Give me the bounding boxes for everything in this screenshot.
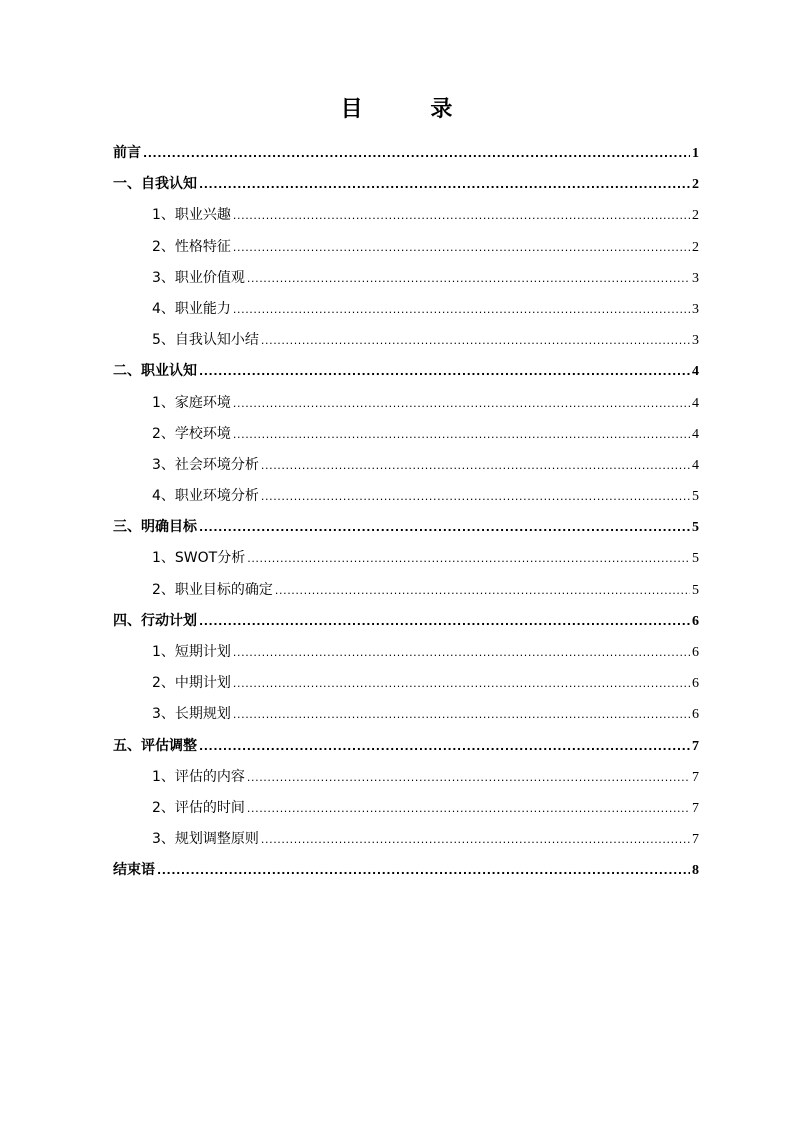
toc-entry-label: 2、评估的时间 bbox=[152, 799, 245, 816]
dot-leader bbox=[157, 858, 690, 884]
dot-leader bbox=[199, 734, 690, 760]
toc-entry-label: 3、规划调整原则 bbox=[152, 831, 259, 848]
toc-page-number: 8 bbox=[692, 863, 699, 879]
toc-entry[interactable] bbox=[113, 234, 699, 265]
toc-page-number: 7 bbox=[692, 832, 699, 848]
toc-entry[interactable] bbox=[113, 171, 699, 202]
toc-entry[interactable] bbox=[113, 639, 699, 670]
dot-leader bbox=[233, 640, 690, 666]
toc-entry[interactable] bbox=[113, 390, 699, 421]
toc-page-number: 1 bbox=[692, 146, 699, 161]
toc-page-number: 6 bbox=[692, 613, 699, 629]
toc-entry-label: 2、性格特征 bbox=[152, 238, 231, 255]
dot-leader bbox=[199, 359, 690, 385]
dot-leader bbox=[233, 391, 690, 417]
dot-leader bbox=[247, 546, 690, 572]
toc-entry[interactable] bbox=[113, 483, 699, 514]
toc-entry[interactable] bbox=[113, 857, 699, 888]
toc-entry-label: 3、长期规划 bbox=[152, 706, 231, 723]
dot-leader bbox=[247, 266, 690, 292]
toc-entry-label: 1、家庭环境 bbox=[152, 394, 231, 411]
toc-page-number: 3 bbox=[692, 301, 699, 317]
toc-entry-label: 三、明确目标 bbox=[113, 519, 197, 536]
toc-page-number: 4 bbox=[692, 426, 699, 442]
toc-page-number: 7 bbox=[692, 769, 699, 785]
toc-entry[interactable] bbox=[113, 670, 699, 701]
toc-page-number: 4 bbox=[692, 457, 699, 473]
toc-page-number: 2 bbox=[692, 208, 699, 224]
toc-entry[interactable] bbox=[113, 140, 699, 171]
toc-entry[interactable] bbox=[113, 452, 699, 483]
toc-entry-label: 5、自我认知小结 bbox=[152, 332, 259, 349]
toc-entry-label: 4、职业能力 bbox=[152, 300, 231, 317]
toc-entry[interactable] bbox=[113, 514, 699, 545]
toc-entry-label: 1、评估的内容 bbox=[152, 768, 245, 785]
toc-entry[interactable] bbox=[113, 358, 699, 389]
toc-page-number: 3 bbox=[692, 333, 699, 349]
dot-leader bbox=[233, 702, 690, 728]
table-of-contents bbox=[113, 140, 699, 889]
toc-entry-label: 前言 bbox=[113, 145, 141, 161]
toc-page-number: 5 bbox=[692, 582, 699, 598]
toc-entry[interactable] bbox=[113, 265, 699, 296]
toc-entry[interactable] bbox=[113, 826, 699, 857]
toc-entry[interactable] bbox=[113, 202, 699, 233]
toc-page-number: 6 bbox=[692, 676, 699, 692]
toc-page-number: 4 bbox=[692, 395, 699, 411]
toc-entry-label: 一、自我认知 bbox=[113, 176, 197, 193]
toc-page-number: 4 bbox=[692, 364, 699, 380]
toc-entry-label: 二、职业认知 bbox=[113, 363, 197, 380]
toc-entry[interactable] bbox=[113, 327, 699, 358]
dot-leader bbox=[261, 827, 690, 853]
toc-entry[interactable] bbox=[113, 701, 699, 732]
dot-leader bbox=[143, 141, 690, 167]
dot-leader bbox=[233, 235, 690, 261]
toc-entry-label: 3、职业价值观 bbox=[152, 269, 245, 286]
toc-page-number: 2 bbox=[692, 239, 699, 255]
toc-page-number: 5 bbox=[692, 489, 699, 505]
toc-entry-label: 2、中期计划 bbox=[152, 675, 231, 692]
toc-entry-label: 结束语 bbox=[113, 862, 155, 879]
toc-page-number: 3 bbox=[692, 270, 699, 286]
dot-leader bbox=[261, 328, 690, 354]
toc-page-number: 2 bbox=[692, 177, 699, 193]
toc-page-number: 7 bbox=[692, 800, 699, 816]
toc-entry-label: 1、SWOT分析 bbox=[152, 550, 246, 567]
dot-leader bbox=[233, 422, 690, 448]
toc-entry-label: 五、评估调整 bbox=[113, 737, 197, 754]
dot-leader bbox=[199, 609, 690, 635]
dot-leader bbox=[233, 203, 690, 229]
dot-leader bbox=[275, 578, 690, 604]
toc-entry[interactable] bbox=[113, 577, 699, 608]
toc-entry[interactable] bbox=[113, 545, 699, 576]
toc-entry-label: 1、短期计划 bbox=[152, 644, 231, 660]
dot-leader bbox=[247, 765, 690, 791]
dot-leader bbox=[247, 796, 690, 822]
toc-entry[interactable] bbox=[113, 795, 699, 826]
page-title: 目 录 bbox=[340, 97, 483, 122]
toc-page-number: 7 bbox=[692, 738, 699, 754]
dot-leader bbox=[199, 172, 690, 198]
toc-entry-label: 2、学校环境 bbox=[152, 425, 231, 442]
dot-leader bbox=[261, 453, 690, 479]
toc-entry-label: 4、职业环境分析 bbox=[152, 488, 259, 505]
dot-leader bbox=[261, 484, 690, 510]
dot-leader bbox=[199, 515, 690, 541]
toc-entry[interactable] bbox=[113, 296, 699, 327]
dot-leader bbox=[233, 297, 690, 323]
toc-entry[interactable] bbox=[113, 733, 699, 764]
dot-leader bbox=[233, 671, 690, 697]
toc-entry[interactable] bbox=[113, 608, 699, 639]
toc-page-number: 6 bbox=[692, 645, 699, 660]
toc-entry-label: 3、社会环境分析 bbox=[152, 456, 259, 473]
toc-page-number: 6 bbox=[692, 707, 699, 723]
toc-entry[interactable] bbox=[113, 421, 699, 452]
toc-entry-label: 1、职业兴趣 bbox=[152, 207, 231, 224]
toc-entry-label: 2、职业目标的确定 bbox=[152, 581, 273, 598]
toc-page-number: 5 bbox=[692, 551, 699, 567]
toc-entry[interactable] bbox=[113, 764, 699, 795]
toc-entry-label: 四、行动计划 bbox=[113, 612, 197, 629]
toc-page-number: 5 bbox=[692, 520, 699, 536]
